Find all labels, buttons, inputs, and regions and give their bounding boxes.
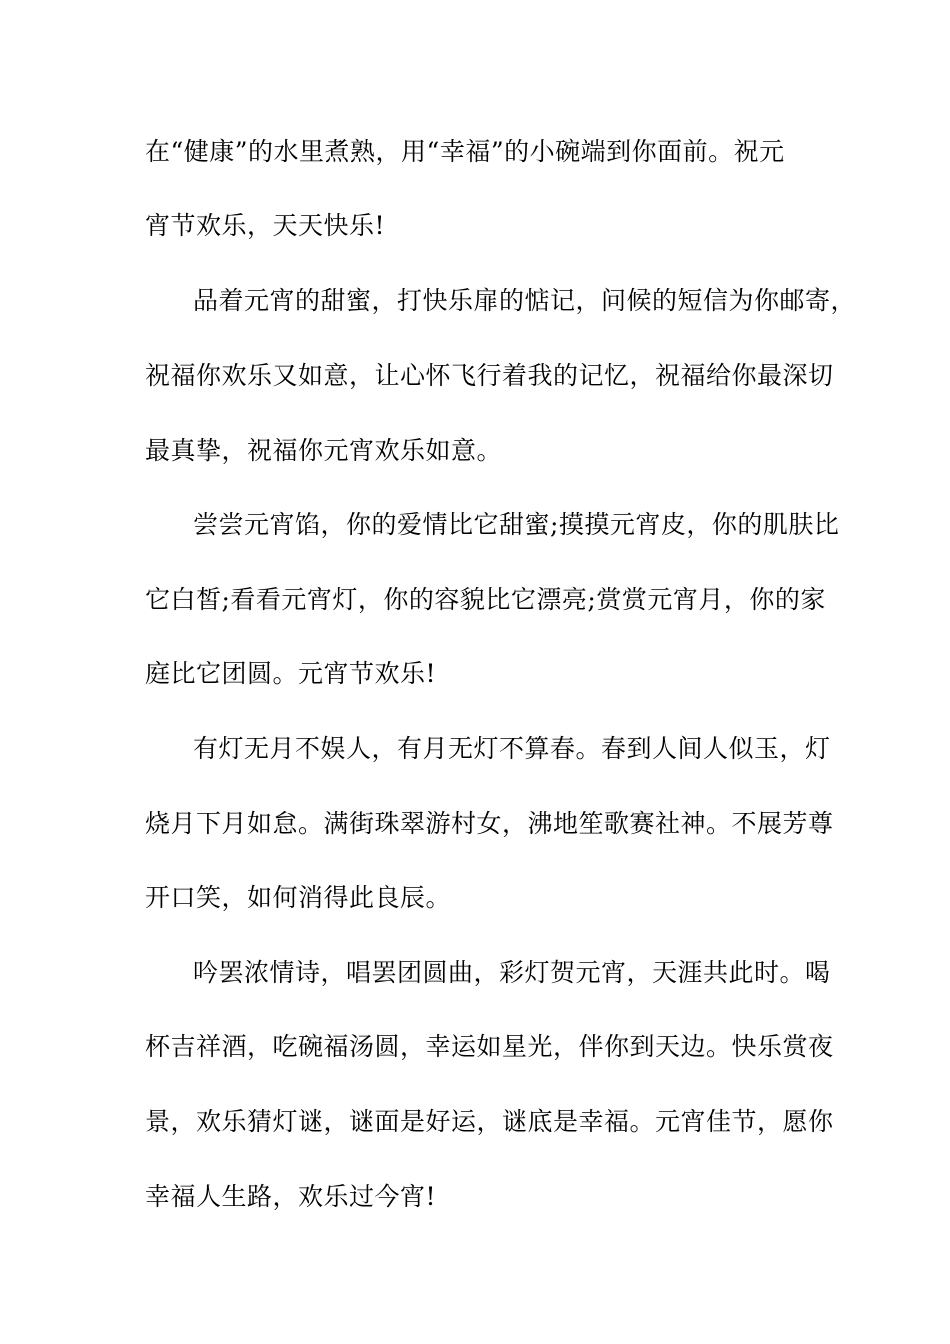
text-line: 在“健康”的水里煮熟，用“幸福”的小碗端到你面前。祝元 [145,137,785,166]
text-line: 开口笑，如何消得此良辰。 [145,883,452,912]
text-line: 庭比它团圆。元宵节欢乐! [145,659,437,688]
text-line: 幸福人生路，欢乐过今宵! [145,1182,437,1211]
text-line: 烧月下月如怠。满街珠翠游村女，沸地笙歌赛社神。不展芳尊 [145,809,834,838]
paragraph-first-line: 尝尝元宵馅，你的爱情比它甜蜜;摸摸元宵皮，你的肌肤比 [193,510,840,539]
paragraph-first-line: 有灯无月不娱人，有月无灯不算春。春到人间人似玉，灯 [193,734,831,763]
text-line: 最真挚，祝福你元宵欢乐如意。 [145,436,503,465]
paragraph-first-line: 品着元宵的甜蜜，打快乐扉的惦记，问候的短信为你邮寄， [193,286,857,315]
text-line: 它白皙;看看元宵灯，你的容貌比它漂亮;赏赏元宵月，你的家 [145,585,826,614]
paragraph-first-line: 吟罢浓情诗，唱罢团圆曲，彩灯贺元宵，天涯共此时。喝 [193,958,831,987]
text-line: 景，欢乐猜灯谜，谜面是好运，谜底是幸福。元宵佳节，愿你 [145,1107,834,1136]
text-line: 杯吉祥酒，吃碗福汤圆，幸运如星光，伴你到天边。快乐赏夜 [145,1032,834,1061]
text-line: 祝福你欢乐又如意，让心怀飞行着我的记忆，祝福给你最深切 [145,361,834,390]
text-line: 宵节欢乐，天天快乐! [145,211,386,240]
